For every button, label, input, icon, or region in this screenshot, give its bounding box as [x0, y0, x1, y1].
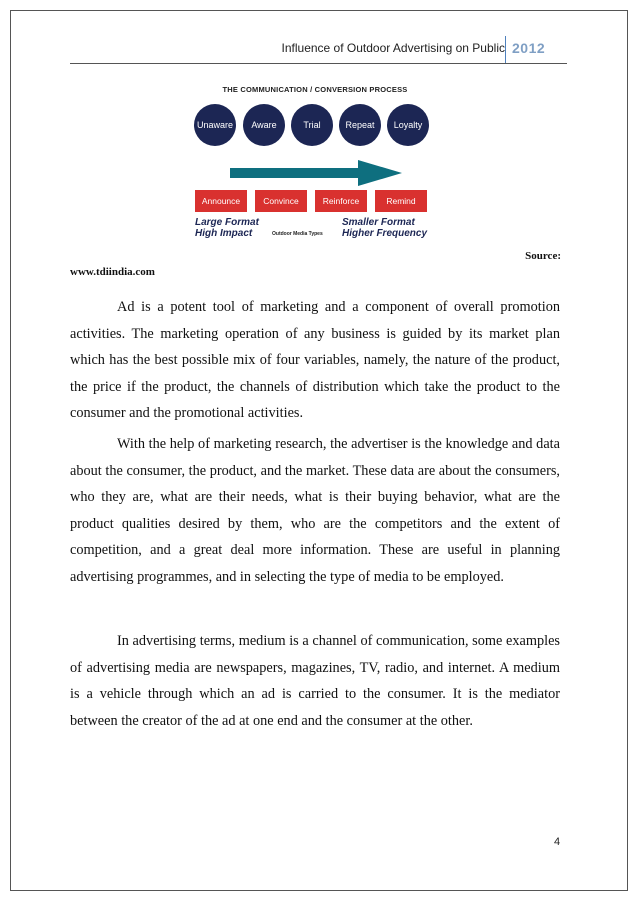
action-box-announce: Announce [195, 190, 247, 212]
caption-large-format-line1: Large Format [195, 217, 259, 228]
header-title: Influence of Outdoor Advertising on Public [281, 41, 505, 55]
diagram-title: THE COMMUNICATION / CONVERSION PROCESS [222, 85, 408, 94]
header-year: 2012 [512, 40, 546, 56]
progression-arrow [230, 160, 402, 186]
caption-outdoor-media-types: Outdoor Media Types [272, 231, 323, 237]
stage-circle-repeat: Repeat [339, 104, 381, 146]
page-number: 4 [554, 836, 561, 848]
header-rule [70, 63, 567, 64]
page-header [0, 36, 638, 66]
caption-smaller-format-line1: Smaller Format [342, 217, 415, 228]
source-label: Source: [525, 250, 561, 262]
caption-smaller-format-line2: Higher Frequency [342, 228, 428, 239]
stage-circle-loyalty: Loyalty [387, 104, 429, 146]
caption-large-format [195, 217, 259, 239]
paragraph-3: In advertising terms, medium is a channel of communication, some examples of advertising media are newspapers, magazines, TV, radio, and internet. A medium is a vehicle through which an ad is carried to the consumer. It is the mediator between the creator of the ad at one end and the consumer at the other. [70, 633, 560, 729]
stage-circle-unaware: Unaware [194, 104, 236, 146]
stage-circle-trial: Trial [291, 104, 333, 146]
header-separator [505, 36, 506, 64]
caption-large-format-line2: High Impact [195, 228, 253, 239]
action-box-remind: Remind [375, 190, 427, 212]
caption-smaller-format [342, 217, 427, 239]
paragraph-2: With the help of marketing research, the advertiser is the knowledge and data about the consumer, the product, and the market. These data are about the consumers, who they are, what are their needs, what is their buying behavior, what are the product qualities desired by them, who are the competitors and the extent of competition, and a great deal more information. These are useful in planning advertising programmes, and in selecting the type of media to be employed. [70, 436, 560, 585]
source-url: www.tdiindia.com [70, 266, 155, 278]
action-box-reinforce: Reinforce [315, 190, 367, 212]
communication-process-diagram [190, 80, 440, 260]
paragraph-1: Ad is a potent tool of marketing and a component of overall promotion activities. The marketing operation of any business is guided by its market plan which has the best possible mix of four variables, namely, the nature of the product, the price if the product, the channels of distribution which take the product to the consumer and the promotional activities. [70, 299, 560, 421]
action-box-convince: Convince [255, 190, 307, 212]
stage-circle-aware: Aware [243, 104, 285, 146]
